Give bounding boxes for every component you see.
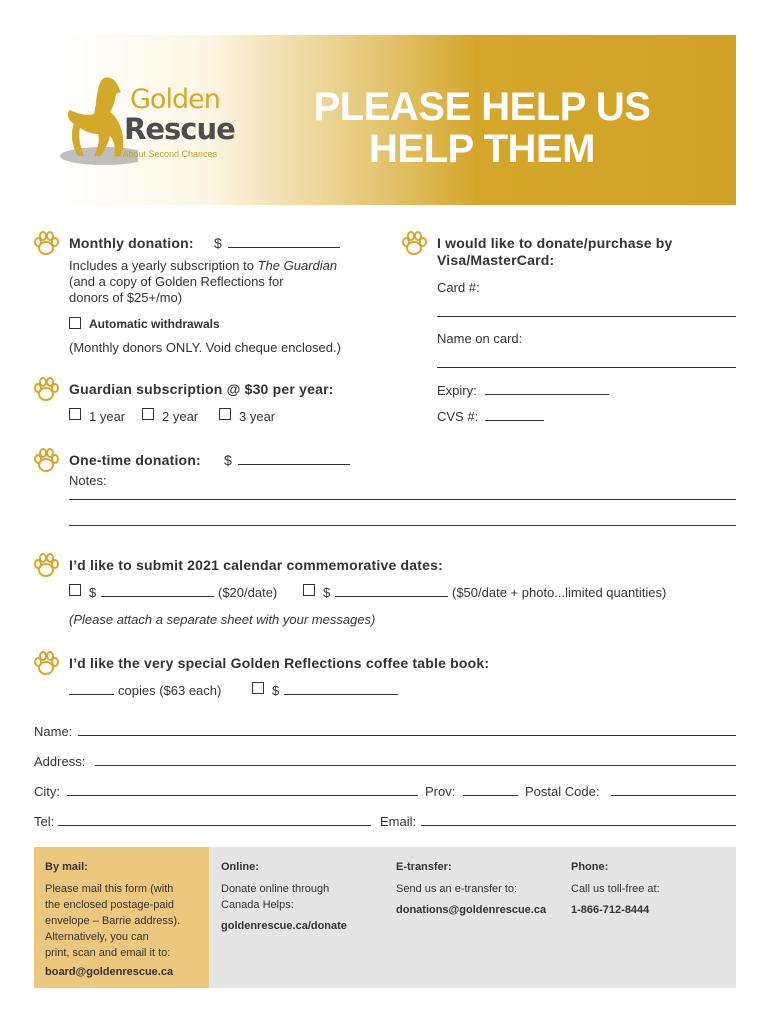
address-field[interactable] (95, 765, 736, 766)
monthly-dollar-sign: $ (214, 235, 222, 251)
calendar-heading: I’d like to submit 2021 calendar commemorative dates: (69, 557, 443, 573)
mail-email-link[interactable]: board@goldenrescue.ca (45, 966, 174, 978)
cvs-field[interactable] (485, 420, 544, 421)
tel-field[interactable] (58, 825, 371, 826)
card-heading-line-2: Visa/MasterCard: (437, 252, 555, 268)
book-copies-field[interactable] (69, 694, 114, 695)
by-mail-heading: By mail: (45, 861, 88, 873)
notes-label: Notes: (69, 473, 107, 488)
one-time-dollar-sign: $ (224, 452, 232, 468)
name-label: Name: (34, 724, 73, 739)
notes-field-line-1[interactable] (69, 499, 736, 500)
card-number-label: Card #: (437, 280, 480, 295)
monthly-donation-heading: Monthly donation: (69, 235, 194, 251)
guardian-2-year-label: 2 year (162, 409, 199, 424)
monthly-desc-line-2: (and a copy of Golden Reflections for (69, 274, 284, 289)
paw-icon (32, 230, 60, 258)
book-checkbox[interactable] (252, 682, 264, 694)
guardian-2-year-checkbox[interactable] (142, 408, 154, 420)
guardian-3-year-checkbox[interactable] (219, 408, 231, 420)
monthly-desc-line-3: donors of $25+/mo) (69, 290, 183, 305)
calendar-20-price: ($20/date) (218, 585, 278, 600)
expiry-label: Expiry: (437, 383, 477, 398)
email-field[interactable] (421, 825, 736, 826)
etransfer-text: Send us an e-transfer to: (396, 883, 518, 895)
paw-icon (32, 447, 60, 475)
calendar-20-dollar: $ (89, 585, 97, 600)
book-copies-label: copies ($63 each) (118, 683, 222, 698)
cvs-label: CVS #: (437, 409, 479, 424)
email-label: Email: (380, 814, 417, 829)
calendar-50-price: ($50/date + photo...limited quantities) (452, 585, 667, 600)
notes-field-line-2[interactable] (69, 525, 736, 526)
online-text-1: Donate online through (221, 883, 330, 895)
calendar-20-checkbox[interactable] (69, 584, 81, 596)
automatic-withdrawals-label: Automatic withdrawals (89, 317, 220, 331)
paw-icon (32, 552, 60, 580)
paw-icon (32, 650, 60, 678)
prov-field[interactable] (463, 795, 518, 796)
city-field[interactable] (67, 795, 418, 796)
online-text-2: Canada Helps: (221, 899, 294, 911)
logo-golden-text: Golden (130, 84, 220, 115)
monthly-desc-line-1 (69, 258, 337, 273)
one-time-amount-field[interactable] (238, 464, 350, 465)
name-field[interactable] (78, 735, 736, 736)
book-heading: I’d like the very special Golden Reflections coffee table book: (69, 655, 490, 671)
phone-heading: Phone: (571, 861, 609, 873)
guardian-title: The Guardian (257, 258, 338, 273)
footer-info-panel (209, 847, 736, 988)
guardian-subscription-heading: Guardian subscription @ $30 per year: (69, 381, 334, 397)
monthly-desc-text: Includes a yearly subscription to (69, 258, 258, 273)
phone-number-link[interactable]: 1-866-712-8444 (571, 904, 650, 916)
by-mail-text-5: print, scan and email it to: (45, 947, 171, 959)
book-dollar: $ (272, 683, 280, 698)
guardian-3-year-label: 3 year (239, 409, 276, 424)
by-mail-text-2: the enclosed postage-paid (45, 899, 175, 911)
expiry-field[interactable] (485, 394, 609, 395)
name-on-card-field[interactable] (437, 367, 736, 368)
by-mail-text-3: envelope – Barrie address). (45, 915, 181, 927)
book-amount-field[interactable] (284, 694, 398, 695)
address-label: Address: (34, 754, 86, 769)
phone-text: Call us toll-free at: (571, 883, 660, 895)
by-mail-text-1: Please mail this form (with (45, 883, 174, 895)
calendar-50-checkbox[interactable] (303, 584, 315, 596)
prov-label: Prov: (425, 784, 456, 799)
automatic-withdrawals-checkbox[interactable] (69, 317, 81, 329)
title-line-1: PLEASE HELP US (313, 85, 651, 129)
donate-url-link[interactable]: goldenrescue.ca/donate (221, 920, 347, 932)
paw-icon (400, 230, 428, 258)
tel-label: Tel: (34, 814, 55, 829)
calendar-50-amount-field[interactable] (335, 596, 448, 597)
etransfer-email-link[interactable]: donations@goldenrescue.ca (396, 904, 547, 916)
calendar-note: (Please attach a separate sheet with your messages) (69, 612, 376, 627)
card-number-field[interactable] (437, 316, 736, 317)
calendar-50-dollar: $ (323, 585, 331, 600)
calendar-20-amount-field[interactable] (101, 596, 214, 597)
postal-code-label: Postal Code: (525, 784, 600, 799)
online-heading: Online: (221, 861, 259, 873)
automatic-withdrawals-note: (Monthly donors ONLY. Void cheque enclosed.) (69, 340, 341, 355)
name-on-card-label: Name on card: (437, 331, 523, 346)
paw-icon (32, 376, 60, 404)
card-heading-line-1: I would like to donate/purchase by (437, 235, 673, 251)
page-title (282, 86, 682, 170)
etransfer-heading: E-transfer: (396, 861, 452, 873)
by-mail-text-4: Alternatively, you can (45, 931, 149, 943)
city-label: City: (34, 784, 60, 799)
title-line-2: HELP THEM (369, 127, 595, 171)
logo-rescue-text: Rescue (124, 112, 235, 146)
guardian-1-year-label: 1 year (89, 409, 126, 424)
guardian-1-year-checkbox[interactable] (69, 408, 81, 420)
one-time-donation-heading: One-time donation: (69, 452, 201, 468)
monthly-amount-field[interactable] (228, 247, 340, 248)
postal-code-field[interactable] (611, 795, 736, 796)
logo-tagline: ...About Second Chances (115, 149, 218, 159)
